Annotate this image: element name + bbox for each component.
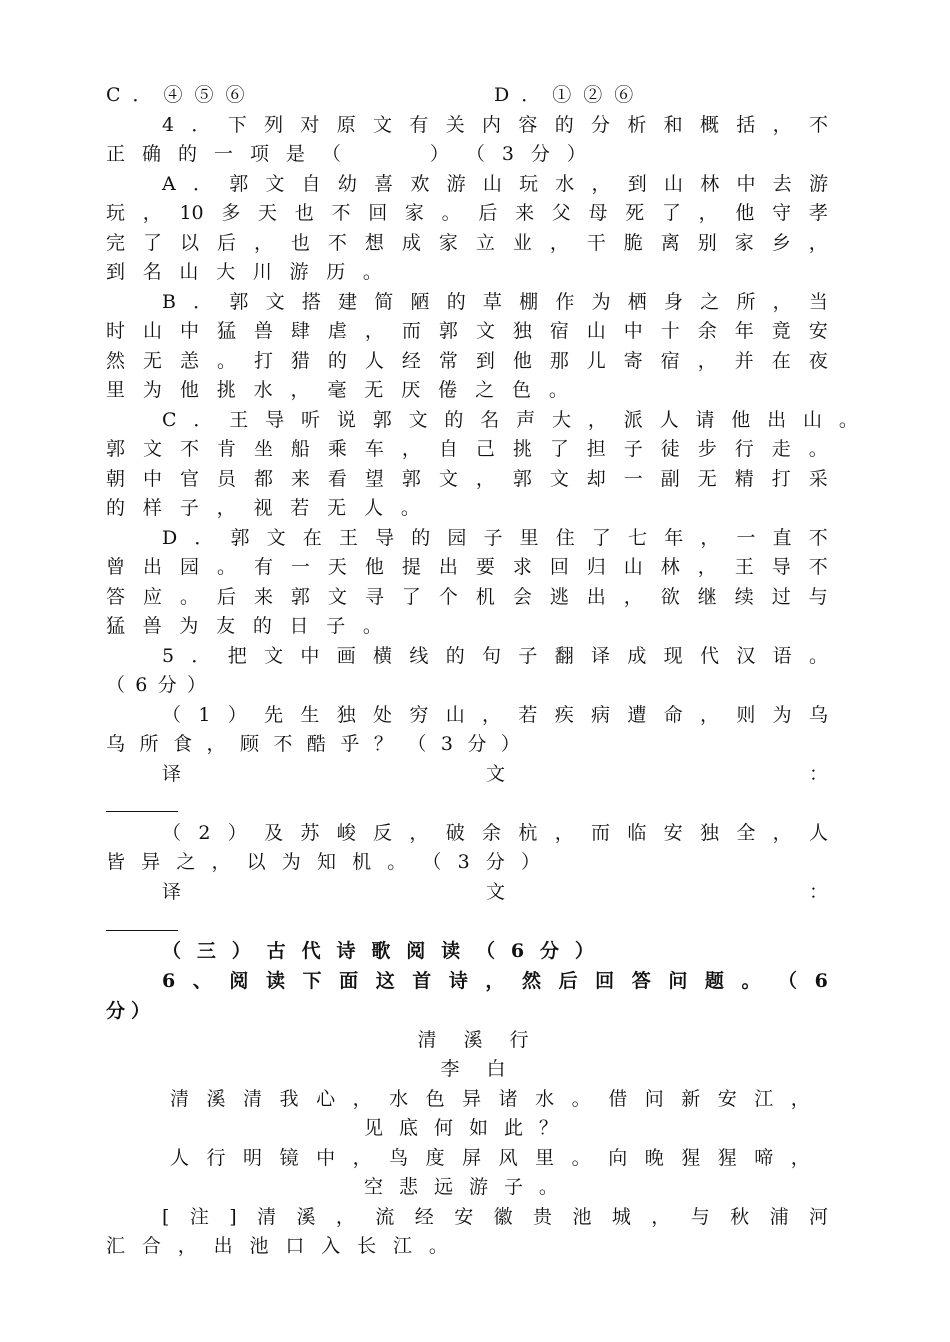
poem-line-1: 清 溪 清 我 心 ， 水 色 异 诸 水 。 借 问 新 安 江 ，: [170, 1088, 810, 1110]
poem-line-3: 人 行 明 镜 中 ， 鸟 度 屏 风 里 。 向 晚 猩 猩 啼 ，: [170, 1147, 810, 1169]
q4-option-b-line3: 然 无 恙 。 打 猎 的 人 经 常 到 他 那 儿 寄 宿 ， 并 在 夜: [106, 350, 828, 372]
q5-translation-label-1: 译 文 ：: [162, 763, 828, 785]
q4-stem-line2: 正 确 的 一 项 是 （ ） （ 3 分 ）: [106, 143, 586, 165]
poem-note-line1: [ 注 ] 清 溪 ， 流 经 安 徽 贵 池 城 ， 与 秋 浦 河: [162, 1206, 828, 1228]
q6-stem-line1: 6 、 阅 读 下 面 这 首 诗 ， 然 后 回 答 问 题 。 （ 6: [162, 970, 828, 992]
q4-option-d-line3: 答 应 。 后 来 郭 文 寻 了 个 机 会 逃 出 ， 欲 继 续 过 与: [106, 586, 828, 608]
option-c-choices: C．④⑤⑥: [106, 84, 257, 106]
q4-option-c-line3: 朝 中 官 员 都 来 看 望 郭 文 ， 郭 文 却 一 副 无 精 打 采: [106, 468, 828, 490]
section3-heading: （ 三 ） 古 代 诗 歌 阅 读 （ 6 分 ）: [162, 940, 594, 962]
q4-option-a-line3: 完 了 以 后 ， 也 不 想 成 家 立 业 ， 干 脆 离 别 家 乡 ，: [106, 232, 828, 254]
q4-option-b-line4: 里 为 他 挑 水 ， 毫 无 厌 倦 之 色 。: [106, 379, 568, 401]
poem-note-line2: 汇 合 ， 出 池 口 入 长 江 。: [106, 1235, 448, 1257]
q5-sentence1-line2: 乌 所 食 ， 顾 不 酷 乎 ？ （ 3 分 ）: [106, 733, 520, 755]
option-d-choices: D．①②⑥: [494, 84, 646, 106]
poem-line-2: 见 底 何 如 此 ？: [364, 1117, 558, 1139]
q4-option-d-line1: D ． 郭 文 在 王 导 的 园 子 里 住 了 七 年 ， 一 直 不: [162, 527, 828, 549]
poem-author: 李 白: [440, 1058, 510, 1080]
q5-answer-blank-2[interactable]: [106, 930, 178, 931]
q4-option-a-line4: 到 名 山 大 川 游 历 。: [106, 261, 382, 283]
q5-sentence1-line1: （ 1 ） 先 生 独 处 穷 山 ， 若 疾 病 遭 命 ， 则 为 乌: [162, 704, 828, 726]
q6-stem-line2: 分 ）: [106, 1000, 150, 1022]
q4-option-a-line1: A ． 郭 文 自 幼 喜 欢 游 山 玩 水 ， 到 山 林 中 去 游: [162, 173, 828, 195]
q5-stem-line2: （ 6 分 ）: [106, 674, 206, 696]
q5-translation-label-2: 译 文 ：: [162, 881, 828, 903]
q4-option-a-line2: 玩 ， 10 多 天 也 不 回 家 。 后 来 父 母 死 了 ， 他 守 孝: [106, 202, 828, 224]
q5-answer-blank-1[interactable]: [106, 811, 178, 812]
poem-line-4: 空 悲 远 游 子 。: [364, 1176, 558, 1198]
q4-option-c-line2: 郭 文 不 肯 坐 船 乘 车 ， 自 己 挑 了 担 子 徒 步 行 走 。: [106, 438, 828, 460]
q4-option-c-line1: C ． 王 导 听 说 郭 文 的 名 声 大 ， 派 人 请 他 出 山 。: [162, 409, 858, 431]
q4-option-d-line2: 曾 出 园 。 有 一 天 他 提 出 要 求 回 归 山 林 ， 王 导 不: [106, 556, 828, 578]
q4-option-b-line2: 时 山 中 猛 兽 肆 虐 ， 而 郭 文 独 宿 山 中 十 余 年 竟 安: [106, 320, 828, 342]
q5-sentence2-line2: 皆 异 之 ， 以 为 知 机 。 （ 3 分 ）: [106, 851, 540, 873]
q5-sentence2-line1: （ 2 ） 及 苏 峻 反 ， 破 余 杭 ， 而 临 安 独 全 ， 人: [162, 822, 828, 844]
poem-title: 清 溪 行: [417, 1029, 533, 1051]
q4-stem-line1: 4 ． 下 列 对 原 文 有 关 内 容 的 分 析 和 概 括 ， 不: [162, 114, 828, 136]
q4-option-b-line1: B ． 郭 文 搭 建 简 陋 的 草 棚 作 为 栖 身 之 所 ， 当: [162, 291, 828, 313]
q5-stem-line1: 5 ． 把 文 中 画 横 线 的 句 子 翻 译 成 现 代 汉 语 。: [162, 645, 828, 667]
q4-option-c-line4: 的 样 子 ， 视 若 无 人 。: [106, 497, 420, 519]
q4-option-d-line4: 猛 兽 为 友 的 日 子 。: [106, 615, 382, 637]
